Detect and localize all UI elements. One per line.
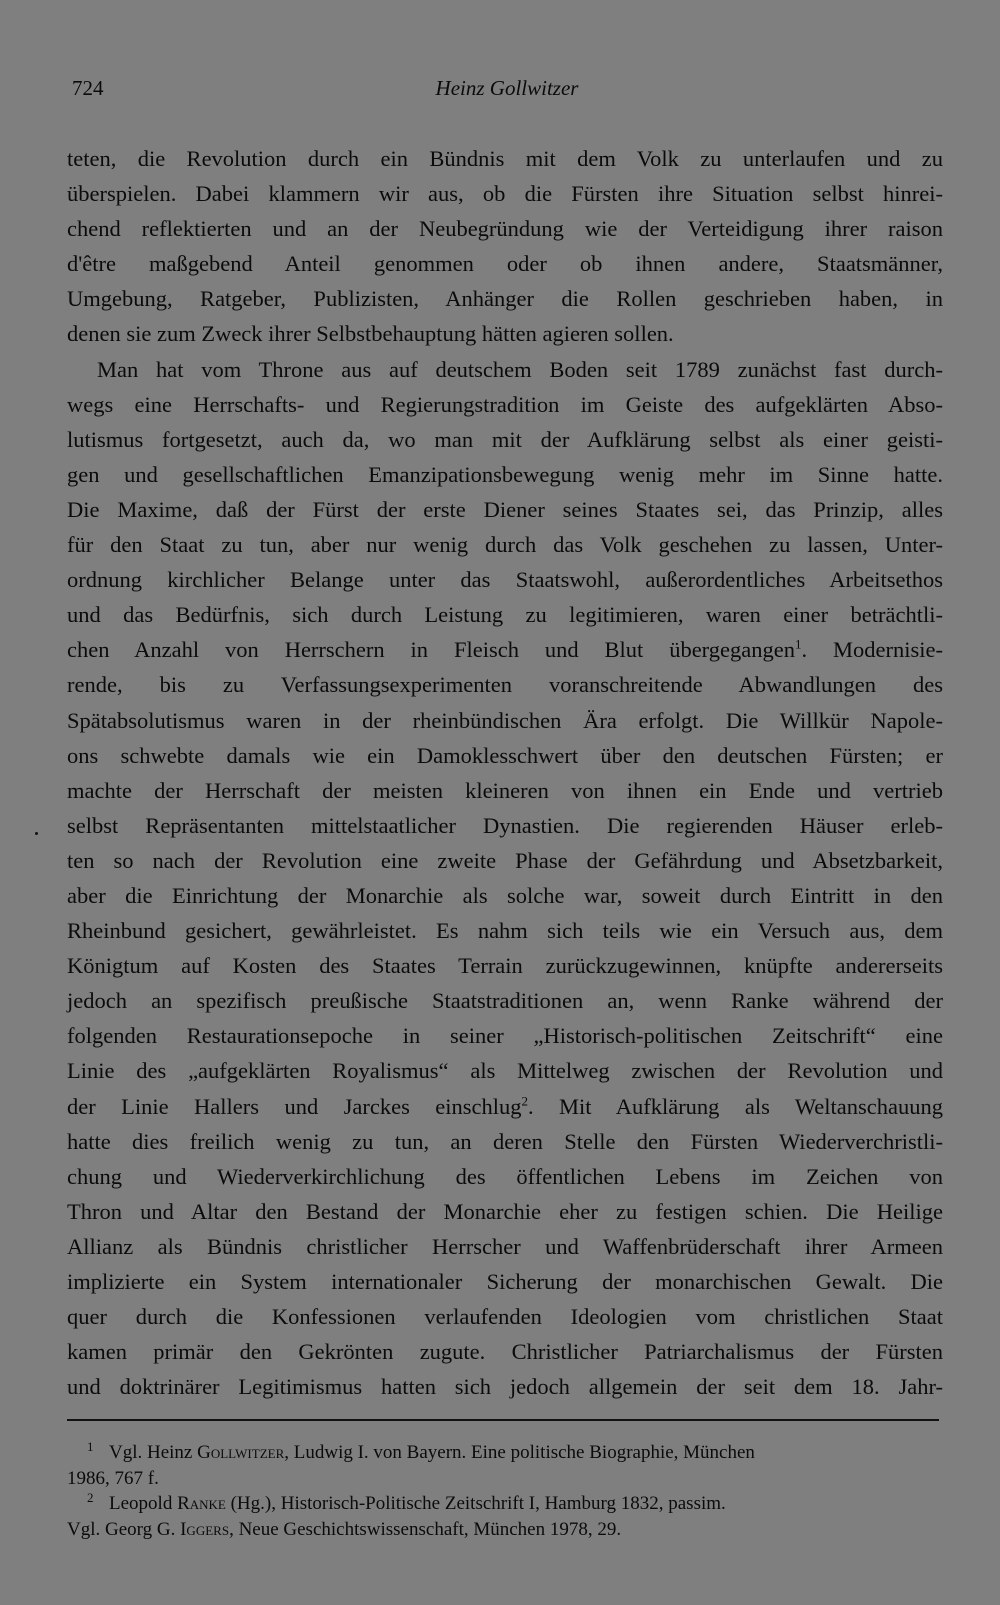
text-span: chen Anzahl von Herrschern in Fleisch und Blut übergegangen [67,637,795,663]
text-line: ons schwebte damals wie ein Damoklesschwert über den deutschen Fürsten; er [67,742,943,768]
text-line: Allianz als Bündnis christlicher Herrscher und Waffenbrüderschaft ihrer Armeen [67,1233,943,1259]
text-line: ordnung kirchlicher Belange unter das Staatswohl, außerordentliches Arbeitsethos [67,567,943,593]
text-line: Spätabsolutismus waren in der rheinbündischen Ära erfolgt. Die Willkür Napole- [67,707,943,733]
text-line: lutismus fortgesetzt, auch da, wo man mit der Aufklärung selbst als einer geisti- [67,426,943,452]
text-line: überspielen. Dabei klammern wir aus, ob die Fürsten ihre Situation selbst hinrei- [67,181,943,207]
text-line: Man hat vom Throne aus auf deutschem Boden seit 1789 zunächst fast durch- [97,356,943,382]
footnote-divider [67,1419,939,1421]
margin-mark [35,832,38,835]
text-span: , Neue Geschichtswissenschaft, München 1978, 29. [229,1518,622,1540]
text-line: folgenden Restaurationsepoche in seiner „Historisch-politischen Zeitschrift“ eine [67,1023,943,1049]
text-line: Rheinbund gesichert, gewährleistet. Es nahm sich teils wie ein Versuch aus, dem [67,918,943,944]
footnote-1-cont: 1986, 767 f. [67,1467,159,1489]
body-text [67,141,943,1404]
text-line: Königtum auf Kosten des Staates Terrain zurückzugewinnen, knüpfte andererseits [67,953,943,979]
text-line: chung und Wiederverkirchlichung des öffentlichen Lebens im Zeichen von [67,1163,943,1189]
author-name: Gollwitzer [197,1442,285,1463]
author-name: Iggers [180,1518,230,1540]
author-name: Ranke [177,1493,226,1514]
text-line: und das Bedürfnis, sich durch Leistung zu legitimieren, waren einer beträchtli- [67,602,943,628]
text-span: . Mit Aufklärung als Weltanschauung [527,1093,943,1119]
text-line: und doktrinärer Legitimismus hatten sich jedoch allgemein der seit dem 18. Jahr- [67,1374,943,1400]
running-title: Heinz Gollwitzer [435,76,579,100]
footnote-2: 2 Leopold Ranke (Hg.), Historisch-Politische Zeitschrift I, Hamburg 1832, passim. [87,1489,726,1514]
text-span: . Modernisie- [801,637,943,663]
text-line: denen sie zum Zweck ihrer Selbstbehauptung hätten agieren sollen. [67,321,674,347]
text-line: teten, die Revolution durch ein Bündnis mit dem Volk zu unterlaufen und zu [67,146,943,171]
text-line: implizierte ein System internationaler Sicherung der monarchischen Gewalt. Die [67,1269,943,1294]
text-line: Linie des „aufgeklärten Royalismus“ als Mittelweg zwischen der Revolution und [67,1058,943,1084]
page-number: 724 [72,76,104,100]
text-span: Vgl. Georg G. [67,1518,181,1540]
text-line [67,1089,943,1124]
text-line [67,632,943,667]
text-line: jedoch an spezifisch preußische Staatstraditionen an, wenn Ranke während der [67,988,943,1014]
text-span: , Ludwig I. von Bayern. Eine politische Biographie, München [284,1442,755,1463]
text-line: gen und gesellschaftlichen Emanzipationsbewegung wenig mehr im Sinne hatte. [67,461,943,487]
text-span: Leopold [109,1493,178,1514]
footnotes [67,1440,943,1542]
text-line: ten so nach der Revolution eine zweite Phase der Gefährdung und Absetzbarkeit, [67,847,943,873]
text-line: aber die Einrichtung der Monarchie als solche war, soweit durch Eintritt in den [67,882,943,908]
text-span: der Linie Hallers und Jarckes einschlug [67,1093,522,1119]
text-line: Die Maxime, daß der Fürst der erste Diener seines Staates sei, das Prinzip, alles [67,496,943,522]
text-line: selbst Repräsentanten mittelstaatlicher Dynastien. Die regierenden Häuser erleb- [67,812,943,838]
running-head [72,73,942,103]
text-line: chend reflektierten und an der Neubegründung wie der Verteidigung ihrer raison [67,216,943,242]
text-line: kamen primär den Gekrönten zugute. Christlicher Patriarchalismus der Fürsten [67,1339,943,1365]
text-line: rende, bis zu Verfassungsexperimenten voranschreitende Abwandlungen des [67,672,943,698]
text-line: für den Staat zu tun, aber nur wenig durch das Volk geschehen zu lassen, Unter- [67,532,943,558]
text-span: Vgl. Heinz [109,1442,198,1463]
text-line: quer durch die Konfessionen verlaufenden Ideologien vom christlichen Staat [67,1304,943,1330]
text-line: hatte dies freilich wenig zu tun, an deren Stelle den Fürsten Wiederverchristli- [67,1128,943,1154]
text-line: machte der Herrschaft der meisten kleineren von ihnen ein Ende und vertrieb [67,777,943,803]
text-line: Umgebung, Ratgeber, Publizisten, Anhänger die Rollen geschrieben haben, in [67,286,943,312]
text-span: (Hg.), Historisch-Politische Zeitschrift I, Hamburg 1832, passim. [225,1493,726,1514]
footnote-2-cont [67,1517,943,1543]
footnote-ref-1[interactable]: 1 [794,636,802,652]
text-line: wegs eine Herrschafts- und Regierungstradition im Geiste des aufgeklärten Abso- [67,391,943,417]
footnote-ref-2[interactable]: 2 [521,1093,528,1109]
text-line: Thron und Altar den Bestand der Monarchie eher zu festigen schien. Die Heilige [67,1198,943,1224]
footnote-1: 1 Vgl. Heinz Gollwitzer, Ludwig I. von Bayern. Eine politische Biographie, München [87,1438,755,1463]
text-line: d'être maßgebend Anteil genommen oder ob ihnen andere, Staatsmänner, [67,251,943,277]
